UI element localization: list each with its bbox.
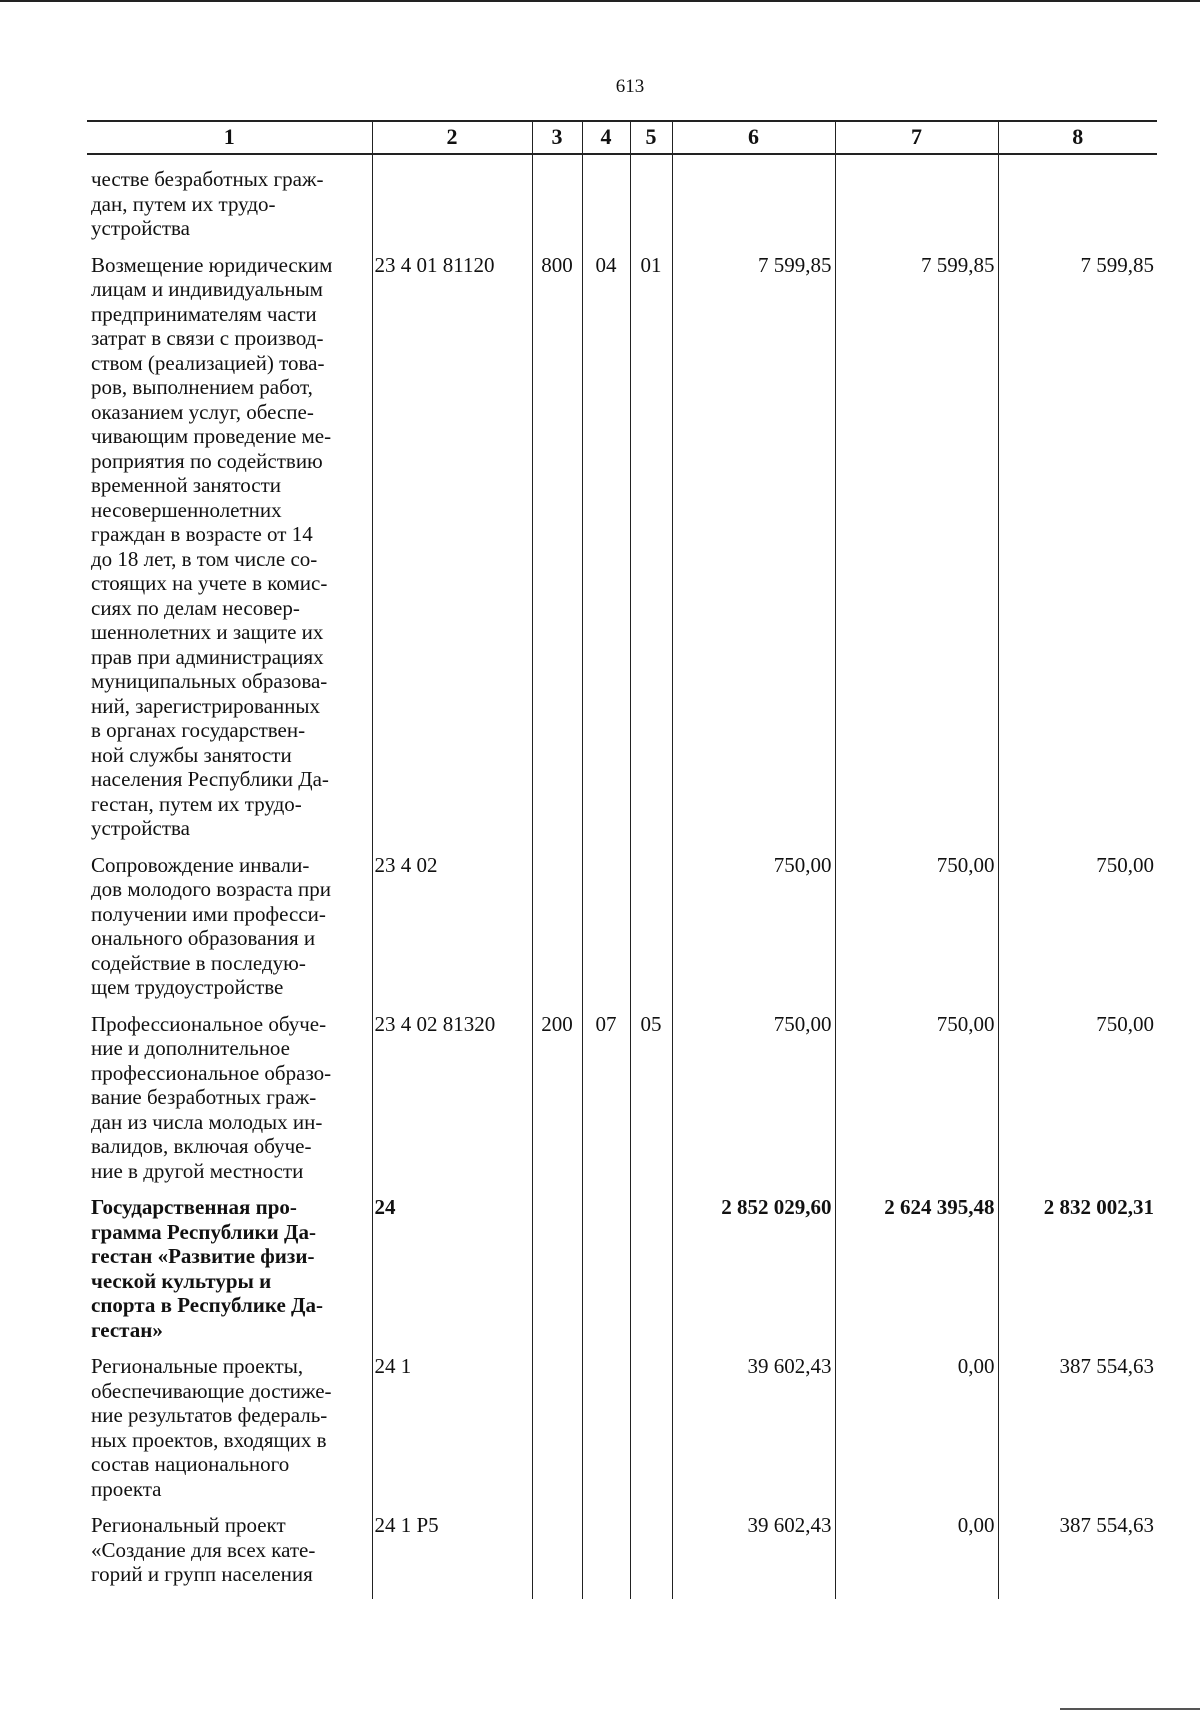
scan-edge-mark	[1060, 1708, 1200, 1710]
table-body	[87, 154, 1157, 1599]
target-code-cell	[372, 154, 532, 253]
amount-col6-cell: 2 852 029,60	[672, 1195, 835, 1354]
expense-type-cell: 200	[532, 1012, 582, 1196]
section-cell: 07	[582, 1012, 630, 1196]
amount-col6-cell: 750,00	[672, 1012, 835, 1196]
target-code-cell: 24	[372, 1195, 532, 1354]
amount-col8-cell: 750,00	[998, 853, 1157, 1012]
row-name-cell: честве безработных граж- дан, путем их трудо- устройства	[91, 167, 324, 240]
section-cell	[582, 1354, 630, 1513]
amount-col7-cell: 2 624 395,48	[835, 1195, 998, 1354]
amount-col8-cell: 387 554,63	[998, 1513, 1157, 1599]
table-header-row	[87, 121, 1157, 154]
amount-col6-cell: 39 602,43	[672, 1513, 835, 1599]
target-code-cell: 24 1	[372, 1354, 532, 1513]
amount-col6-cell: 39 602,43	[672, 1354, 835, 1513]
section-cell: 04	[582, 253, 630, 853]
amount-col8-cell: 387 554,63	[998, 1354, 1157, 1513]
amount-col7-cell: 7 599,85	[835, 253, 998, 853]
table-row	[87, 1012, 1157, 1196]
subsection-cell	[630, 853, 672, 1012]
expense-type-cell: 800	[532, 253, 582, 853]
table-row	[87, 154, 1157, 253]
budget-table	[87, 120, 1157, 1599]
expense-type-cell	[532, 154, 582, 253]
section-cell	[582, 1513, 630, 1599]
subsection-cell: 01	[630, 253, 672, 853]
column-header: 1	[87, 121, 372, 154]
table-row	[87, 1195, 1157, 1354]
section-cell	[582, 1195, 630, 1354]
page-number: 613	[615, 76, 645, 97]
amount-col7-cell	[835, 154, 998, 253]
amount-col7-cell: 750,00	[835, 853, 998, 1012]
subsection-cell	[630, 1195, 672, 1354]
amount-col7-cell: 750,00	[835, 1012, 998, 1196]
column-header: 5	[630, 121, 672, 154]
expense-type-cell	[532, 853, 582, 1012]
amount-col8-cell: 750,00	[998, 1012, 1157, 1196]
expense-type-cell	[532, 1195, 582, 1354]
amount-col8-cell: 2 832 002,31	[998, 1195, 1157, 1354]
amount-col6-cell: 7 599,85	[672, 253, 835, 853]
section-cell	[582, 853, 630, 1012]
subsection-cell	[630, 1513, 672, 1599]
amount-col6-cell: 750,00	[672, 853, 835, 1012]
target-code-cell: 23 4 02	[372, 853, 532, 1012]
column-header: 3	[532, 121, 582, 154]
amount-col8-cell	[998, 154, 1157, 253]
column-header: 2	[372, 121, 532, 154]
column-header: 4	[582, 121, 630, 154]
table-row	[87, 1513, 1157, 1599]
row-name-cell: Возмещение юридическим лицам и индивидуальным предпринимателям части затрат в связи с производ- ством (реализацией) това- ров, выполнением работ, оказанием услуг, обеспе- чивающим проведение ме- роприятия по содействию временной занятости несовершеннолетних граждан в возрасте от 14 до 18 лет, в том числе со- стоящих на учете в комис- сиях по делам несовер- шеннолетних и защите их прав при администрациях муниципальных образова- ний, зарегистрированных в органах государствен- ной службы занятости населения Республики Да- гестан, путем их трудо- устройства	[91, 252, 333, 840]
row-name-cell: Государственная про- грамма Республики Да- гестан «Развитие физи- ческой культуры и спорта в Республике Да- гестан»	[91, 1195, 323, 1342]
section-cell	[582, 154, 630, 253]
column-header: 8	[998, 121, 1157, 154]
top-rule	[0, 0, 1200, 2]
expense-type-cell	[532, 1354, 582, 1513]
amount-col7-cell: 0,00	[835, 1354, 998, 1513]
target-code-cell: 23 4 01 81120	[372, 253, 532, 853]
table-row	[87, 253, 1157, 853]
subsection-cell: 05	[630, 1012, 672, 1196]
target-code-cell: 24 1 P5	[372, 1513, 532, 1599]
expense-type-cell	[532, 1513, 582, 1599]
subsection-cell	[630, 1354, 672, 1513]
target-code-cell: 23 4 02 81320	[372, 1012, 532, 1196]
row-name-cell: Региональный проект «Создание для всех кате- горий и групп населения	[91, 1513, 316, 1586]
table-row	[87, 1354, 1157, 1513]
amount-col6-cell	[672, 154, 835, 253]
table-row	[87, 853, 1157, 1012]
amount-col7-cell: 0,00	[835, 1513, 998, 1599]
column-header: 7	[835, 121, 998, 154]
subsection-cell	[630, 154, 672, 253]
amount-col8-cell: 7 599,85	[998, 253, 1157, 853]
column-header: 6	[672, 121, 835, 154]
row-name-cell: Региональные проекты, обеспечивающие достиже- ние результатов федераль- ных проектов, входящих в состав национального проекта	[91, 1354, 332, 1501]
row-name-cell: Профессиональное обуче- ние и дополнительное профессиональное образо- вание безработных граж- дан из числа молодых ин- валидов, включая обуче- ние в другой местности	[91, 1011, 332, 1183]
row-name-cell: Сопровождение инвали- дов молодого возраста при получении ими професси- онального образования и содействие в последую- щем трудоустройстве	[91, 852, 331, 999]
